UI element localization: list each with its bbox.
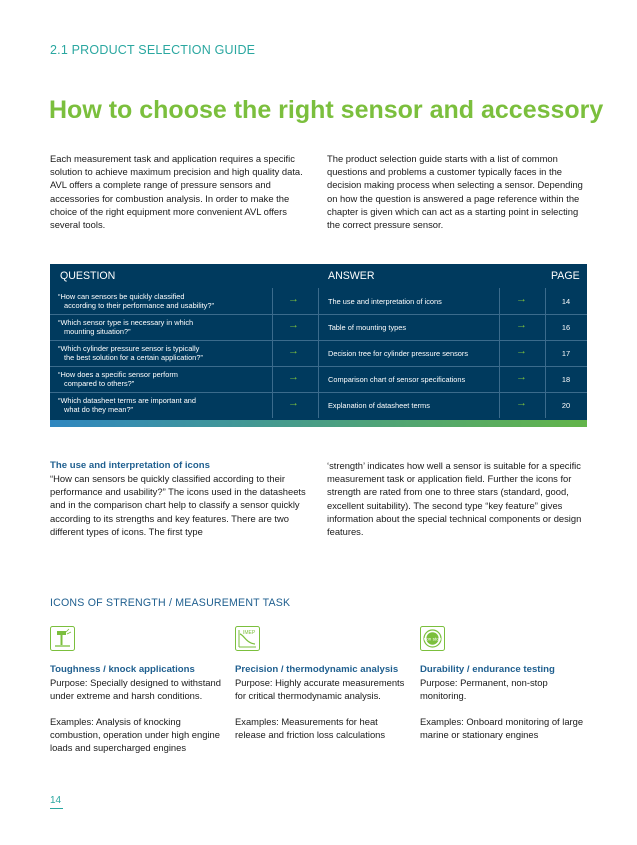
strength-examples: Examples: Onboard monitoring of large marine or stationary engines (420, 716, 584, 740)
question-line: the best solution for a certain application?” (64, 353, 203, 362)
strength-heading: ICONS OF STRENGTH / MEASUREMENT TASK (50, 597, 291, 609)
page-cell[interactable]: 16 (561, 323, 571, 332)
strength-title: Durability / endurance testing (420, 664, 555, 675)
table-row[interactable] (50, 392, 587, 418)
strength-toughness (50, 664, 225, 754)
table-row[interactable] (50, 314, 587, 340)
imep-icon-label: IMEP (243, 630, 256, 636)
question-line: what do they mean?” (64, 405, 134, 414)
arrow-right-icon: → (516, 293, 527, 305)
imep-curve-icon (235, 626, 260, 651)
question-table (50, 264, 587, 420)
non-stop-icon (420, 626, 445, 651)
question-cell (58, 292, 273, 310)
arrow-right-icon: → (516, 371, 527, 383)
question-line: compared to others?” (64, 379, 135, 388)
strength-purpose: Purpose: Highly accurate measurements for critical thermodynamic analysis. (235, 677, 405, 701)
table-header (50, 264, 587, 288)
question-cell (58, 370, 273, 388)
strength-purpose: Purpose: Specially designed to withstand under extreme and harsh conditions. (50, 677, 221, 701)
header-page: PAGE (551, 270, 580, 282)
page-cell[interactable]: 18 (561, 375, 571, 384)
icons-text-left: “How can sensors be quickly classified according to their performance and usability?” The icons used in the datasheets and in the comparison chart help to classify a sensor quickly according to its strengths and key features. There are two different types of icons. The first type (50, 473, 306, 537)
arrow-right-icon: → (516, 397, 527, 409)
question-cell (58, 318, 273, 336)
arrow-right-icon: → (516, 319, 527, 331)
arrow-right-icon: → (288, 345, 299, 357)
answer-cell[interactable]: The use and interpretation of icons (328, 297, 442, 306)
question-line: “How can sensors be quickly classified (58, 292, 185, 301)
question-cell (58, 344, 273, 362)
intro-right: The product selection guide starts with a list of common questions and problems a customer typically faces in the decision making process when selecting a sensor. Depending on how the question is answered a page reference within the chapter is given which can act as a starting point in selecting the correct pressure sensor. (327, 153, 583, 231)
arrow-right-icon: → (288, 397, 299, 409)
section-label: 2.1 PRODUCT SELECTION GUIDE (50, 43, 256, 57)
strength-title: Precision / thermodynamic analysis (235, 664, 399, 675)
icons-subhead: The use and interpretation of icons (50, 460, 210, 471)
hammer-icon (50, 626, 75, 651)
header-question: QUESTION (60, 270, 116, 282)
page-cell[interactable]: 17 (561, 349, 571, 358)
strength-purpose: Purpose: Permanent, non-stop monitoring. (420, 677, 548, 701)
table-row[interactable] (50, 366, 587, 392)
question-line: “Which cylinder pressure sensor is typically (58, 344, 200, 353)
question-cell (58, 396, 273, 414)
page-cell[interactable]: 14 (561, 297, 571, 306)
table-row[interactable] (50, 340, 587, 366)
strength-examples: Examples: Measurements for heat release and friction loss calculations (235, 716, 386, 740)
arrow-right-icon: → (288, 293, 299, 305)
strength-precision (235, 664, 410, 741)
arrow-right-icon: → (288, 319, 299, 331)
question-line: according to their performance and usability?” (64, 301, 214, 310)
answer-cell[interactable]: Table of mounting types (328, 323, 407, 332)
question-line: “Which datasheet terms are important and (58, 396, 197, 405)
answer-cell[interactable]: Explanation of datasheet terms (328, 401, 430, 410)
arrow-right-icon: → (516, 345, 527, 357)
answer-cell[interactable]: Comparison chart of sensor specifications (328, 375, 466, 384)
header-answer: ANSWER (328, 270, 375, 282)
question-line: mounting situation?” (64, 327, 131, 336)
arrow-right-icon: → (288, 371, 299, 383)
strength-title: Toughness / knock applications (50, 664, 195, 675)
strength-durability (420, 664, 595, 741)
non-stop-icon-label: non stop (423, 636, 442, 642)
intro-left: Each measurement task and application requires a specific solution to achieve maximum precision and high quality data. AVL offers a complete range of pressure sensors and accessories for combustion analysis. In order to make the choice of the right equipment more convenient AVL offers several tools. (50, 153, 303, 231)
page-cell[interactable]: 20 (561, 401, 571, 410)
page-number-underline (50, 808, 63, 809)
page-number: 14 (50, 795, 62, 806)
question-line: “Which sensor type is necessary in which (58, 318, 194, 327)
table-row[interactable] (50, 288, 587, 314)
question-line: “How does a specific sensor perform (58, 370, 178, 379)
table-accent-bar (50, 420, 587, 427)
strength-examples: Examples: Analysis of knocking combustion, operation under high engine loads and supercharged engines (50, 716, 220, 753)
icons-text-right: ‘strength’ indicates how well a sensor is suitable for a specific measurement task or application field. Further the icons for strength are rated from one to three stars (standard, good, excellent suitability). The second type “key feature” gives information about the special technical components or design features. (327, 460, 582, 538)
page-title: How to choose the right sensor and accessory (49, 96, 604, 124)
answer-cell[interactable]: Decision tree for cylinder pressure sensors (328, 349, 469, 358)
